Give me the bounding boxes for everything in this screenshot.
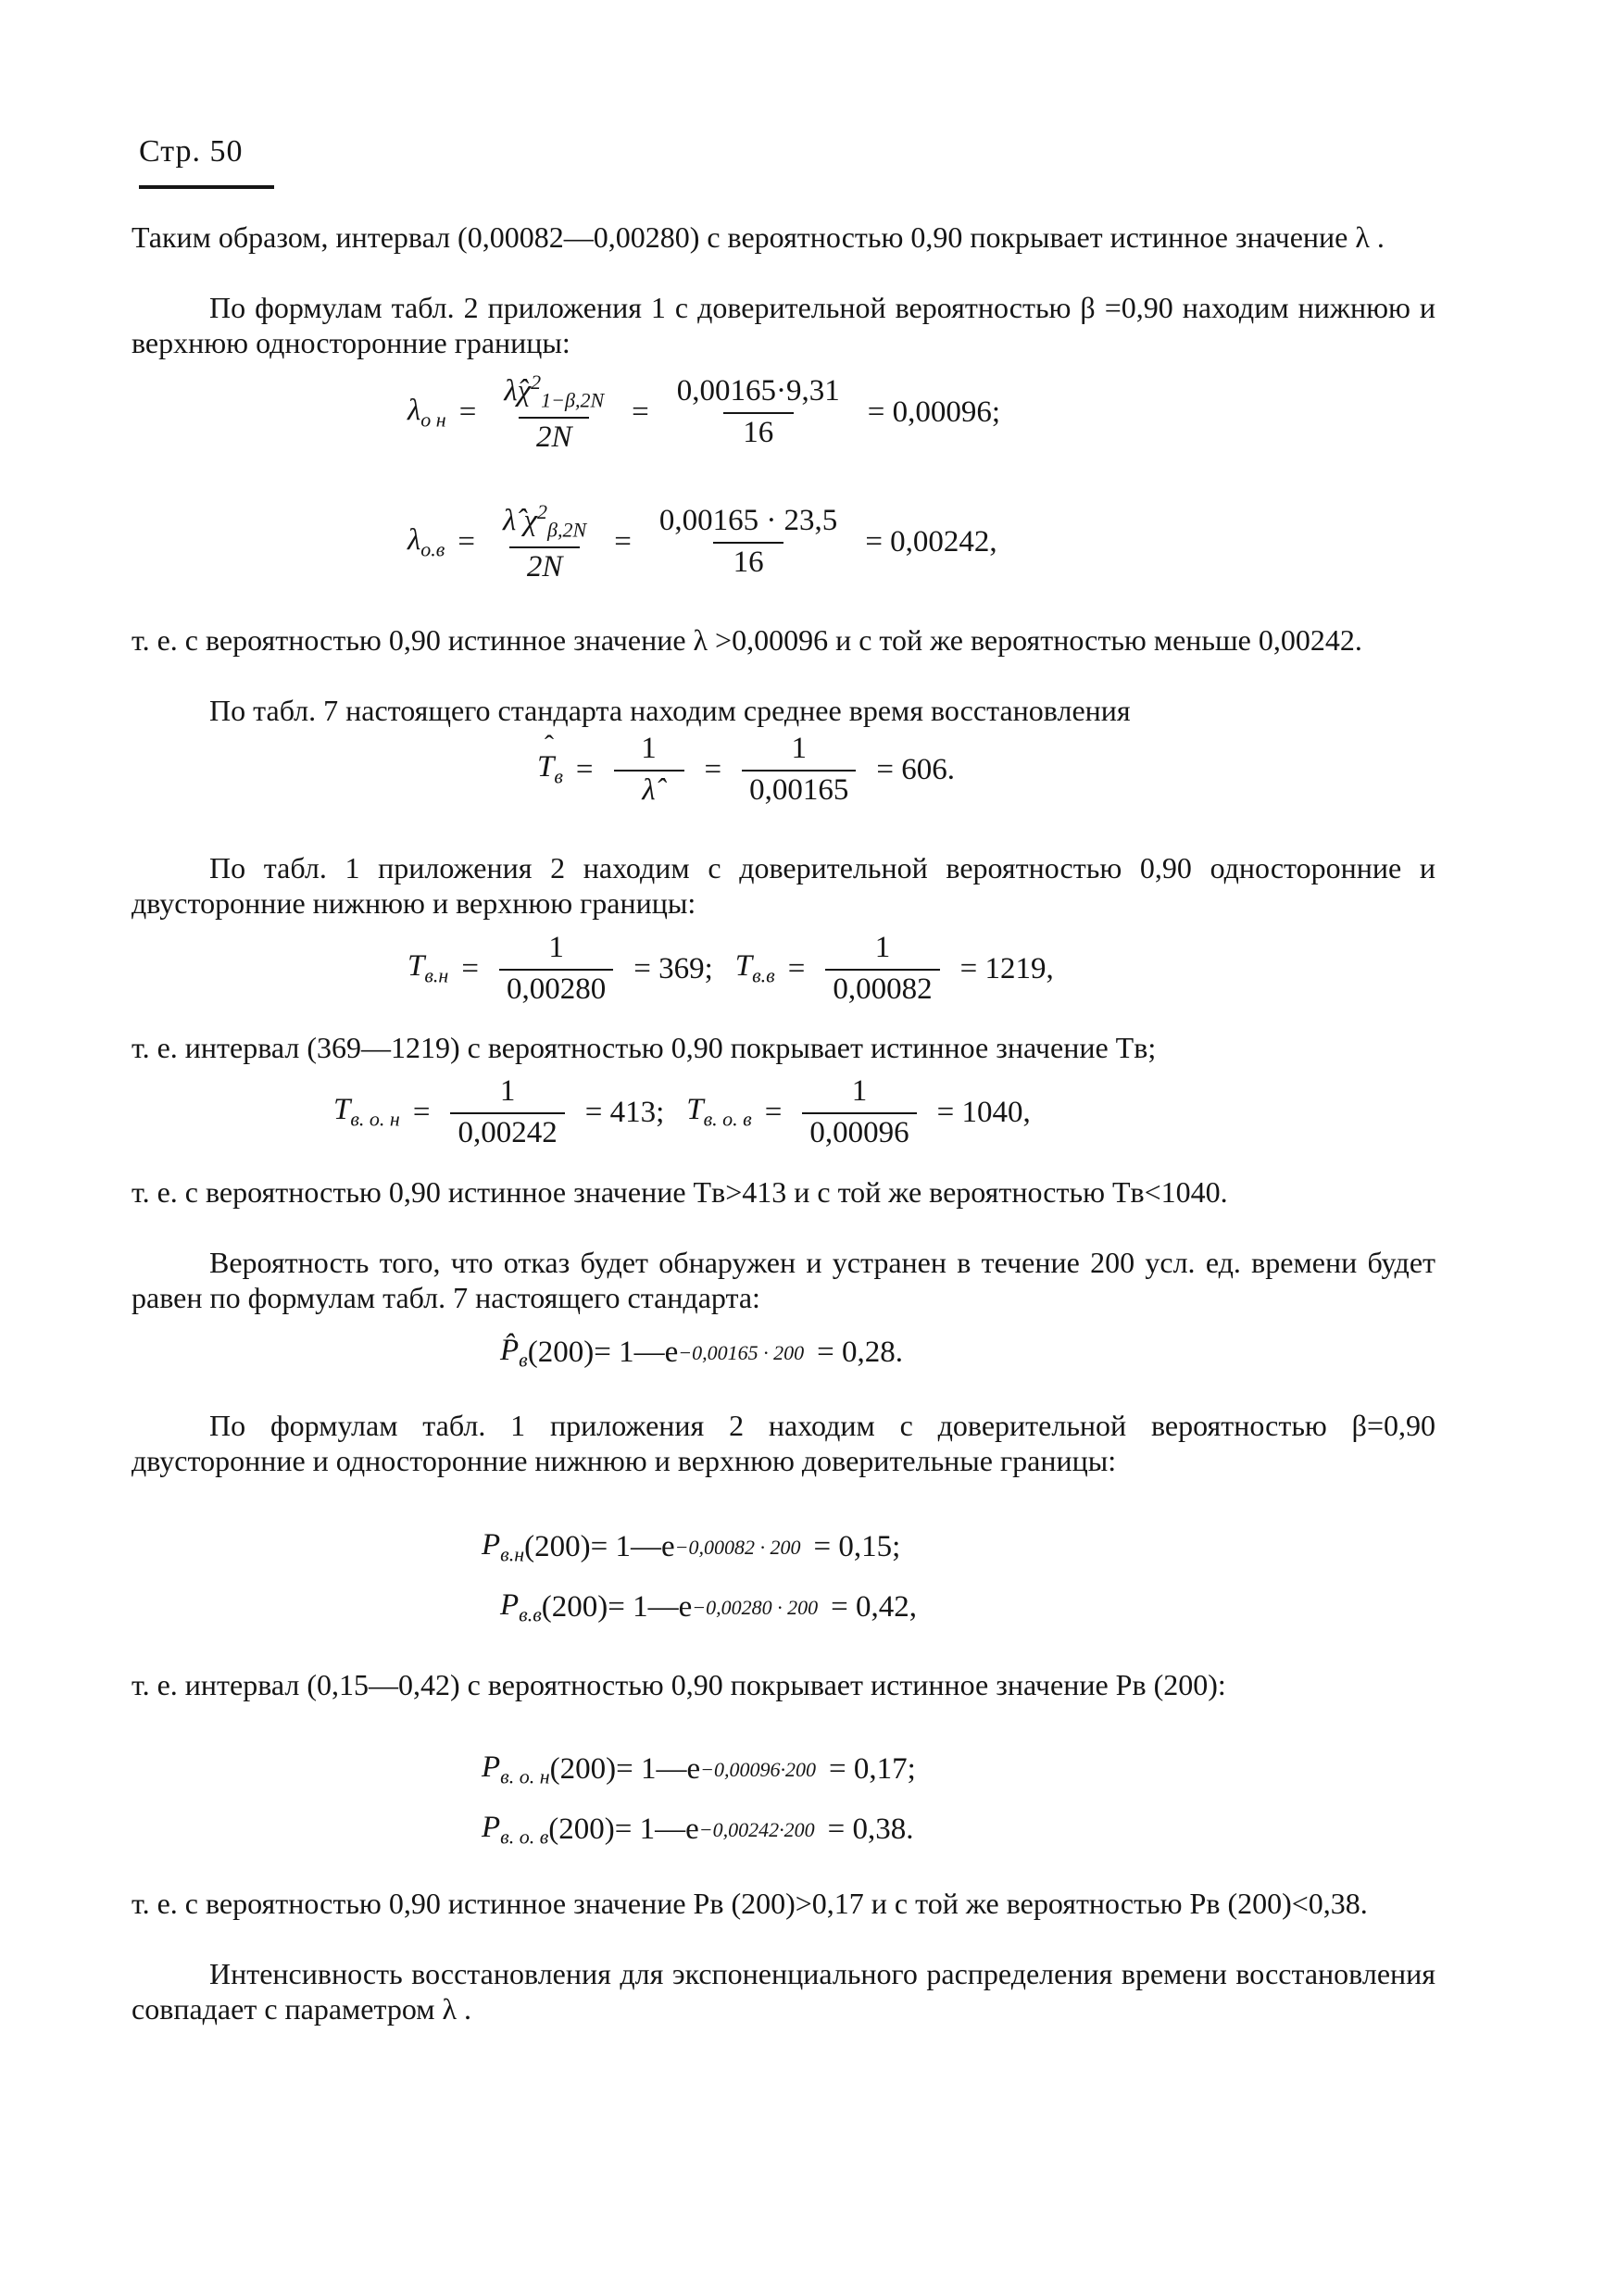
paragraph-10: т. е. интервал (0,15—0,42) с вероятностью 0,90 покрывает истинное значение Pв (200): — [132, 1668, 1226, 1701]
paragraph-4: По табл. 7 настоящего стандарта находим среднее время восстановления — [209, 694, 1131, 727]
paragraph-12: Интенсивность восстановления для экспоненциального распределения времени восстановления совпадает с параметром λ . — [132, 1957, 1435, 2026]
eq-lhs: $\lambda_{о.в}$ — [407, 522, 445, 561]
equation-one-sided-bounds-t: $T_{в. о. н}$ = $\frac{1}{0,00242}$ = 413; $T_{в. о. в}$ = $\frac{1}{0,00096}$ = 1040, — [333, 1074, 1031, 1149]
equation-p-lower-bound: $P_{в.н}$ (200)= 1—e −0,00082 · 200 = 0,15; — [482, 1528, 901, 1566]
fraction-numeric: $\frac{0,00165 \cdot 23,5}{16}$ — [658, 504, 838, 580]
paragraph-6: т. е. интервал (369—1219) с вероятностью 0,90 покрывает истинное значение Tв; — [132, 1031, 1157, 1064]
fraction-chi-square: $\frac{\lambdâ \chi^2_{\beta,2N}}{2N}$ — [502, 500, 587, 583]
equation-lambda-lower: $\lambda_{о н}$ = $\frac{\lambdâ\chi^2_{1-\beta,2N}}{2N}$ = $\frac{0,00165\cdot 9,31}{16}$ = 0,00096; — [407, 370, 1001, 454]
equation-lambda-upper: $\lambda_{о.в}$ = $\frac{\lambdâ \chi^2_{\beta,2N}}{2N}$ = $\frac{0,00165 \cdot 23,5}{16}$ = 0,00242, — [407, 500, 997, 583]
equation-p-one-sided-upper: $P_{в. о. в}$ (200)= 1—e −0,00242·200 = 0,38. — [482, 1811, 914, 1849]
eq-lhs: $\lambda_{о н}$ — [407, 393, 446, 432]
eq-result: = 606. — [876, 752, 956, 786]
paragraph-9: По формулам табл. 1 приложения 2 находим с доверительной вероятностью β=0,90 двусторонние и односторонние нижнюю и верхнюю доверительные границы: — [132, 1409, 1435, 1477]
equation-p-one-sided-lower: $P_{в. о. н}$ (200)= 1—e −0,00096·200 = 0,17; — [482, 1750, 916, 1788]
paragraph-1: Таким образом, интервал (0,00082—0,00280) с вероятностью 0,90 покрывает истинное значение λ . — [132, 220, 1385, 254]
paragraph-8: Вероятность того, что отказ будет обнаружен и устранен в течение 200 усл. ед. времени будет равен по формулам табл. 7 настоящего стандарта: — [132, 1246, 1435, 1314]
page-number-header: Стр. 50 — [139, 134, 244, 169]
paragraph-3: т. е. с вероятностью 0,90 истинное значение λ >0,00096 и с той же вероятностью меньше 0,00242. — [132, 623, 1362, 657]
fraction-numeric: $\frac{1}{0,00165}$ — [742, 732, 856, 808]
paragraph-11: т. е. с вероятностью 0,90 истинное значение Pв (200)>0,17 и с той же вероятностью Pв (200)<0,38. — [132, 1887, 1368, 1920]
fraction-numeric: $\frac{0,00165\cdot 9,31}{16}$ — [676, 374, 840, 450]
equation-two-sided-bounds-t: $T_{в.н}$ = $\frac{1}{0,00280}$ = 369; $T_{в.в}$ = $\frac{1}{0,00082}$ = 1219, — [407, 931, 1054, 1006]
eq-lhs: ˆ $T_в$ — [537, 750, 563, 789]
fraction-chi-square: $\frac{\lambdâ\chi^2_{1-\beta,2N}}{2N}$ — [504, 370, 605, 454]
equation-restore-probability: $P̂_в$ (200)= 1—e −0,00165 · 200 = 0,28. — [500, 1334, 903, 1372]
eq-result: = 0,00242, — [865, 524, 997, 558]
paragraph-2: По формулам табл. 2 приложения 1 с доверительной вероятностью β =0,90 находим нижнюю и верхнюю односторонние границы: — [132, 291, 1435, 359]
paragraph-5: По табл. 1 приложения 2 находим с доверительной вероятностью 0,90 односторонние и двусторонние нижнюю и верхнюю границы: — [132, 851, 1435, 920]
header-underline — [139, 185, 274, 189]
paragraph-7: т. е. с вероятностью 0,90 истинное значение Tв>413 и с той же вероятностью Tв<1040. — [132, 1175, 1228, 1209]
eq-result: = 0,00096; — [867, 395, 1001, 429]
equation-mean-restore-time: ˆ $T_в$ = $\frac{1}{\lambdâ}$ = $\frac{1}{0,00165}$ = 606. — [537, 732, 968, 808]
equation-p-upper-bound: $P_{в.в}$ (200)= 1—e −0,00280 · 200 = 0,42, — [500, 1588, 918, 1626]
fraction-inverse-lambda: $\frac{1}{\lambdâ}$ — [614, 732, 684, 808]
